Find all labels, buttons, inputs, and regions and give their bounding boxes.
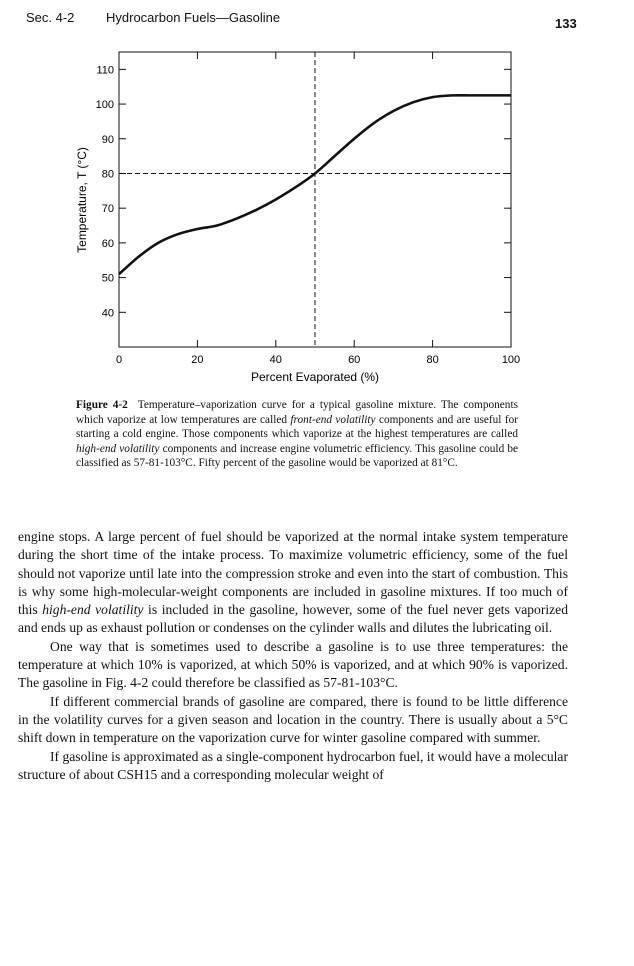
paragraph-3: If different commercial brands of gasoline are compared, there is found to be little difference in the volatility curves for a given season and location in the country. There is usually about a 5°C shift down in temperature on the vaporization curve for winter gasoline compared with summer.: [18, 693, 568, 746]
paragraph-1-text-b: is included in the gasoline, however, some of the fuel never gets vaporized and ends up as exhaust pollution or condenses on the cylinder walls and dilutes the lubricating oil.: [18, 602, 568, 636]
page-number: 133: [555, 16, 577, 31]
y-tick-label: 80: [101, 168, 114, 181]
caption-term-high-end: high-end volatility: [76, 442, 160, 455]
y-tick-label: 70: [101, 203, 114, 216]
paragraph-1-term: high-end volatility: [42, 602, 144, 618]
x-tick-label: 40: [269, 354, 282, 366]
y-tick-label: 50: [101, 272, 114, 285]
x-tick-label: 20: [191, 354, 204, 366]
y-tick-label: 100: [95, 99, 114, 112]
paragraph-1: [18, 528, 568, 638]
x-tick-label: 0: [115, 354, 123, 366]
caption-text-3: components and increase engine volumetric efficiency. This gasoline could be classified as 57-81-103°C. Fifty percent of the gasoline would be vaporized at 81°C.: [76, 442, 519, 470]
paragraph-1-text-a: engine stops. A large percent of fuel should be vaporized at the normal intake system temperature during the short time of the intake process. To maximize volumetric efficiency, some of the fuel should not vaporize until late into the compression stroke and even into the start of combustion. This is why some high-molecular-weight components are included in gasoline mixtures. If too much of this: [18, 529, 568, 618]
x-tick-label: 80: [426, 354, 439, 366]
x-tick-label: 60: [348, 354, 361, 366]
body-text: [18, 528, 568, 784]
temperature-vaporization-chart: [60, 40, 530, 390]
figure-caption: [76, 398, 518, 471]
y-tick-label: 60: [101, 237, 114, 250]
y-tick-label: 110: [96, 64, 114, 77]
section-label: Sec. 4-2: [26, 10, 75, 25]
caption-text-1: Temperature–vaporization curve for a typical gasoline mixture. The components which vaporize at low temperatures are called: [76, 399, 518, 426]
running-title: Hydrocarbon Fuels—Gasoline: [106, 10, 281, 25]
caption-term-front-end: front-end volatility: [290, 413, 376, 426]
figure-label: Figure 4-2: [76, 399, 128, 411]
axis-tick-labels: [96, 64, 521, 366]
caption-text-2: components and are useful for starting a cold engine. Those components which vaporize at the highest temperatures are called: [76, 413, 518, 441]
y-tick-label: 40: [101, 307, 114, 320]
paragraph-4: If gasoline is approximated as a single-component hydrocarbon fuel, it would have a molecular structure of about CSH15 and a corresponding molecular weight of: [18, 748, 568, 782]
x-tick-label: 100: [501, 354, 521, 366]
y-axis-label: Temperature, T (°C): [75, 147, 89, 253]
paragraph-2: One way that is sometimes used to describe a gasoline is to use three temperatures: the temperature at which 10% is vaporized, at which 50% is vaporized, and at which 90% is vaporized. The gasoline in Fig. 4-2 could therefore be classified as 57-81-103°C.: [18, 638, 568, 691]
x-axis-label: Percent Evaporated (%): [250, 370, 380, 384]
y-tick-label: 90: [101, 133, 114, 146]
